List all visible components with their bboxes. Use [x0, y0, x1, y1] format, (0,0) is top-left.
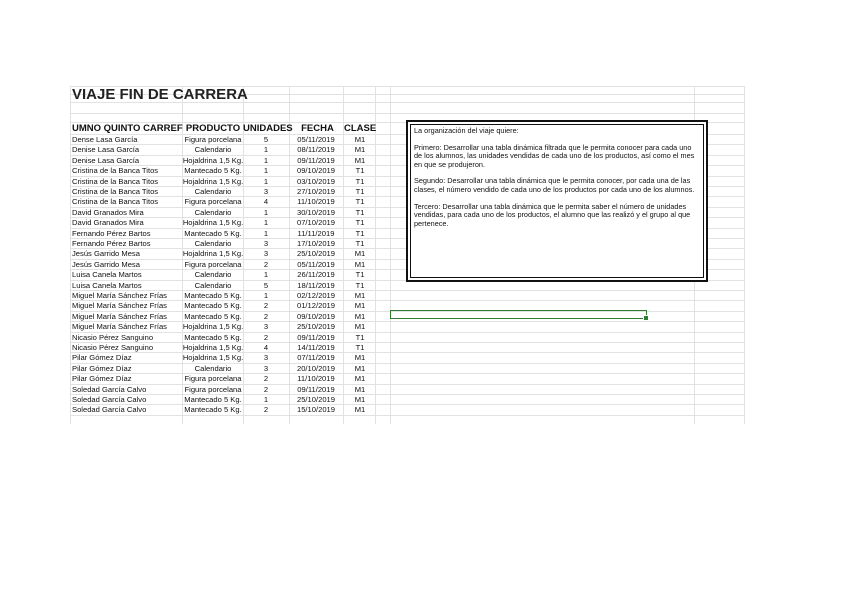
cell-fecha[interactable]: 18/11/2019	[297, 280, 335, 290]
cell-producto[interactable]: Hojaldrina 1,5 Kg.	[182, 155, 244, 165]
cell-unidades[interactable]: 1	[263, 395, 269, 404]
cell-unidades[interactable]: 3	[263, 249, 269, 259]
cell-unidades[interactable]: 1	[263, 228, 269, 238]
cell-producto[interactable]: Mantecado 5 Kg.	[184, 291, 242, 300]
cell-clase[interactable]: T1	[355, 270, 365, 280]
cell-alumno[interactable]: Jesús Garrido Mesa	[72, 249, 140, 259]
fill-handle[interactable]	[643, 315, 649, 321]
cell-clase[interactable]: M1	[354, 363, 366, 373]
cell-fecha[interactable]: 11/10/2019	[297, 197, 335, 207]
cell-fecha[interactable]: 27/10/2019	[296, 187, 335, 196]
cell-producto[interactable]: Calendario	[194, 145, 232, 155]
cell-clase[interactable]: M1	[354, 145, 366, 155]
cell-clase[interactable]: T1	[355, 343, 365, 352]
instructions-textbox[interactable]	[406, 120, 708, 282]
cell-unidades[interactable]: 1	[263, 291, 269, 300]
cell-clase[interactable]: M1	[354, 384, 366, 394]
cell-fecha[interactable]: 03/10/2019	[296, 176, 335, 186]
cell-clase[interactable]: T1	[355, 176, 365, 186]
cell-clase[interactable]: M1	[354, 395, 366, 404]
column-gridline	[744, 86, 745, 424]
cell-unidades[interactable]: 4	[263, 343, 269, 352]
cell-fecha[interactable]: 25/10/2019	[296, 249, 335, 259]
cell-alumno[interactable]: Dense Lasa García	[72, 135, 138, 144]
cell-clase[interactable]: M1	[354, 155, 366, 165]
sheet-title: VIAJE FIN DE CARRERA	[72, 86, 248, 103]
cell-fecha[interactable]: 09/11/2019	[297, 332, 335, 342]
cell-fecha[interactable]: 14/11/2019	[297, 343, 335, 352]
cell-unidades[interactable]: 2	[263, 332, 269, 342]
cell-producto[interactable]: Mantecado 5 Kg.	[184, 332, 242, 342]
cell-clase[interactable]: M1	[354, 259, 366, 269]
cell-alumno[interactable]: Cristina de la Banca Titos	[72, 166, 159, 176]
cell-alumno[interactable]: Miguel María Sánchez Frías	[72, 291, 167, 300]
cell-producto[interactable]: Figura porcelana	[184, 135, 242, 144]
cell-alumno[interactable]: Nicasio Pérez Sanguino	[72, 343, 154, 352]
textbox-heading: La organización del viaje quiere:	[414, 126, 519, 135]
cell-fecha[interactable]: 08/11/2019	[297, 145, 335, 155]
cell-alumno[interactable]: Pilar Gómez Díaz	[72, 374, 132, 384]
cell-unidades[interactable]: 3	[263, 363, 269, 373]
cell-unidades[interactable]: 3	[263, 239, 269, 248]
cell-fecha[interactable]: 07/10/2019	[296, 218, 335, 228]
cell-unidades[interactable]: 1	[263, 145, 269, 155]
cell-fecha[interactable]: 09/10/2019	[296, 166, 335, 176]
header-unidades: UNIDADES	[243, 123, 293, 134]
cell-unidades[interactable]: 3	[263, 322, 269, 332]
cell-alumno[interactable]: Soledad García Calvo	[72, 405, 147, 415]
cell-alumno[interactable]: David Granados Mira	[72, 218, 144, 228]
cell-producto[interactable]: Hojaldrina 1,5 Kg.	[182, 218, 244, 228]
cell-alumno[interactable]: Soledad García Calvo	[72, 395, 147, 404]
cell-alumno[interactable]: Fernando Pérez Bartos	[72, 228, 151, 238]
cell-clase[interactable]: T1	[355, 197, 365, 207]
cell-clase[interactable]: M1	[354, 322, 366, 332]
header-clase: CLASE	[344, 123, 377, 134]
cell-unidades[interactable]: 1	[263, 176, 269, 186]
cell-producto[interactable]: Hojaldrina 1,5 Kg.	[182, 249, 244, 259]
cell-producto[interactable]: Hojaldrina 1,5 Kg.	[182, 176, 244, 186]
header-alumno: UMNO QUINTO CARREF	[72, 123, 183, 134]
cell-clase[interactable]: T1	[355, 280, 365, 290]
cell-unidades[interactable]: 5	[263, 135, 269, 144]
cell-alumno[interactable]: Cristina de la Banca Titos	[72, 187, 159, 196]
column-gridline	[390, 86, 391, 424]
cell-producto[interactable]: Figura porcelana	[184, 259, 242, 269]
cell-clase[interactable]: T1	[355, 207, 365, 217]
cell-clase[interactable]: M1	[354, 135, 366, 144]
cell-alumno[interactable]: Pilar Gómez Díaz	[72, 363, 132, 373]
cell-producto[interactable]: Mantecado 5 Kg.	[184, 405, 242, 415]
cell-fecha[interactable]: 01/12/2019	[296, 301, 335, 311]
cell-fecha[interactable]: 05/11/2019	[297, 259, 335, 269]
textbox-paragraph-2: Segundo: Desarrollar una tabla dinámica que le permita conocer, por cada una de las clases, el número vendido de cada uno de los productos por cada uno de los alumnos.	[414, 176, 695, 194]
cell-unidades[interactable]: 1	[263, 218, 269, 228]
textbox-paragraph-3: Tercero: Desarrollar una tabla dinámica que le permita saber el número de unidades vendidas, para cada uno de los productos, el alumno que las realizó y el grupo al que pertenece.	[414, 201, 691, 228]
cell-producto[interactable]: Hojaldrina 1,5 Kg.	[182, 322, 244, 332]
cell-clase[interactable]: M1	[354, 353, 366, 363]
cell-producto[interactable]: Mantecado 5 Kg.	[184, 228, 242, 238]
cell-producto[interactable]: Hojaldrina 1,5 Kg.	[182, 353, 244, 363]
cell-producto[interactable]: Calendario	[194, 207, 232, 217]
cell-clase[interactable]: M1	[354, 291, 366, 300]
cell-alumno[interactable]: David Granados Mira	[72, 207, 144, 217]
cell-alumno[interactable]: Jesús Garrido Mesa	[72, 259, 140, 269]
cell-clase[interactable]: M1	[354, 374, 366, 384]
cell-fecha[interactable]: 30/10/2019	[296, 207, 335, 217]
cell-alumno[interactable]: Denise Lasa García	[72, 155, 140, 165]
cell-fecha[interactable]: 15/10/2019	[296, 405, 335, 415]
cell-fecha[interactable]: 26/11/2019	[297, 270, 335, 280]
cell-producto[interactable]: Calendario	[194, 363, 232, 373]
cell-producto[interactable]: Figura porcelana	[184, 384, 242, 394]
cell-unidades[interactable]: 2	[263, 311, 269, 321]
cell-clase[interactable]: T1	[355, 228, 365, 238]
cell-unidades[interactable]: 2	[263, 384, 269, 394]
cell-fecha[interactable]: 02/12/2019	[296, 291, 335, 300]
cell-producto[interactable]: Calendario	[194, 239, 232, 248]
cell-unidades[interactable]: 4	[263, 197, 269, 207]
cell-alumno[interactable]: Cristina de la Banca Titos	[72, 197, 159, 207]
cell-clase[interactable]: T1	[355, 218, 365, 228]
cell-producto[interactable]: Mantecado 5 Kg.	[184, 166, 242, 176]
cell-clase[interactable]: T1	[355, 187, 365, 196]
cell-fecha[interactable]: 11/11/2019	[297, 228, 335, 238]
cell-fecha[interactable]: 17/10/2019	[296, 239, 335, 248]
cell-alumno[interactable]: Luisa Canela Martos	[72, 270, 142, 280]
cell-producto[interactable]: Figura porcelana	[184, 374, 242, 384]
column-gridline	[70, 86, 71, 424]
cell-fecha[interactable]: 05/11/2019	[297, 135, 335, 144]
cell-producto[interactable]: Mantecado 5 Kg.	[184, 301, 242, 311]
cell-producto[interactable]: Calendario	[194, 270, 232, 280]
cell-alumno[interactable]: Denise Lasa García	[72, 145, 140, 155]
cell-unidades[interactable]: 1	[263, 155, 269, 165]
cell-producto[interactable]: Mantecado 5 Kg.	[184, 311, 242, 321]
header-fecha: FECHA	[301, 123, 334, 134]
cell-clase[interactable]: M1	[354, 311, 366, 321]
cell-clase[interactable]: T1	[355, 166, 365, 176]
cell-producto[interactable]: Mantecado 5 Kg.	[184, 395, 242, 404]
cell-unidades[interactable]: 3	[263, 353, 269, 363]
cell-alumno[interactable]: Nicasio Pérez Sanguino	[72, 332, 154, 342]
cell-clase[interactable]: T1	[355, 332, 365, 342]
cell-producto[interactable]: Calendario	[194, 280, 232, 290]
cell-producto[interactable]: Figura porcelana	[184, 197, 242, 207]
cell-fecha[interactable]: 25/10/2019	[296, 322, 335, 332]
cell-producto[interactable]: Calendario	[194, 187, 232, 196]
cell-fecha[interactable]: 25/10/2019	[296, 395, 335, 404]
cell-clase[interactable]: T1	[355, 239, 365, 248]
cell-fecha[interactable]: 07/11/2019	[297, 353, 335, 363]
cell-alumno[interactable]: Soledad García Calvo	[72, 384, 147, 394]
cell-clase[interactable]: M1	[354, 249, 366, 259]
instructions-textbox-inner	[410, 124, 704, 278]
cell-alumno[interactable]: Miguel María Sánchez Frías	[72, 322, 167, 332]
row-gridline	[70, 113, 745, 114]
cell-alumno[interactable]: Luisa Canela Martos	[72, 280, 142, 290]
cell-clase[interactable]: M1	[354, 301, 366, 311]
cell-fecha[interactable]: 09/11/2019	[297, 384, 335, 394]
cell-alumno[interactable]: Cristina de la Banca Titos	[72, 176, 159, 186]
selected-cell[interactable]	[390, 310, 647, 319]
cell-unidades[interactable]: 5	[263, 280, 269, 290]
cell-alumno[interactable]: Pilar Gómez Díaz	[72, 353, 132, 363]
cell-unidades[interactable]: 3	[263, 187, 269, 196]
cell-alumno[interactable]: Miguel María Sánchez Frías	[72, 311, 167, 321]
cell-producto[interactable]: Hojaldrina 1,5 Kg.	[182, 343, 244, 352]
cell-alumno[interactable]: Miguel María Sánchez Frías	[72, 301, 167, 311]
cell-clase[interactable]: M1	[354, 405, 366, 415]
cell-alumno[interactable]: Fernando Pérez Bartos	[72, 239, 151, 248]
textbox-paragraph-1: Primero: Desarrollar una tabla dinámica filtrada que le permita conocer para cada uno de los alumnos, las unidades vendidas de cada uno de los productos, así como el mes en que se produjeron.	[414, 142, 695, 169]
cell-fecha[interactable]: 20/10/2019	[296, 363, 335, 373]
cell-unidades[interactable]: 2	[263, 405, 269, 415]
header-producto: PRODUCTO	[185, 123, 241, 134]
cell-unidades[interactable]: 1	[263, 166, 269, 176]
cell-fecha[interactable]: 09/10/2019	[296, 311, 335, 321]
cell-fecha[interactable]: 11/10/2019	[297, 374, 335, 384]
cell-unidades[interactable]: 2	[263, 301, 269, 311]
cell-unidades[interactable]: 1	[263, 270, 269, 280]
cell-unidades[interactable]: 1	[263, 207, 269, 217]
cell-fecha[interactable]: 09/11/2019	[297, 155, 335, 165]
cell-unidades[interactable]: 2	[263, 259, 269, 269]
cell-unidades[interactable]: 2	[263, 374, 269, 384]
